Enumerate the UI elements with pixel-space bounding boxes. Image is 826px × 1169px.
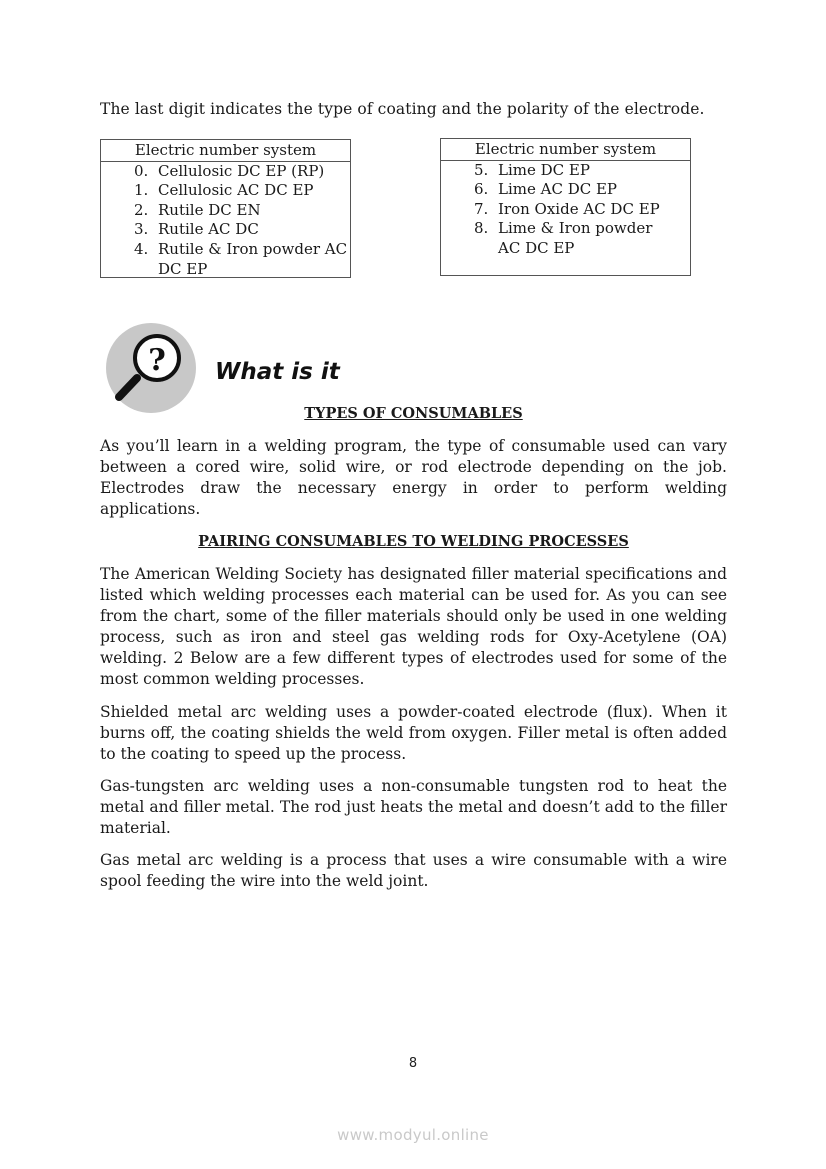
heading-types-of-consumables: TYPES OF CONSUMABLES	[304, 405, 523, 422]
watermark: www.modyul.online	[337, 1126, 489, 1144]
list-item: 0. Cellulosic DC EP (RP)	[134, 161, 325, 180]
list-item: 7. Iron Oxide AC DC EP	[474, 199, 660, 218]
list-item: 4. Rutile & Iron powder AC DC EP	[134, 239, 348, 278]
paragraph: Shielded metal arc welding uses a powder-coated electrode (flux). When it burns off, the coating shields the weld from oxygen. Filler metal is often added to the coating to speed up the process.	[100, 703, 727, 763]
paragraph: Gas metal arc welding is a process that uses a wire consumable with a wire spool feeding the wire into the weld joint.	[100, 851, 727, 890]
page-number: 8	[408, 1056, 418, 1071]
electric-number-table-2	[440, 138, 691, 276]
list-item: 1. Cellulosic AC DC EP	[134, 181, 314, 200]
electric-number-table-1	[100, 139, 351, 278]
magnifier-question-icon	[105, 322, 197, 414]
paragraph: Gas-tungsten arc welding uses a non-consumable tungsten rod to heat the metal and filler metal. The rod just heats the metal and doesn’t add to the filler material.	[100, 777, 727, 837]
list-item: 3. Rutile AC DC	[134, 220, 259, 239]
table-header: Electric number system	[441, 139, 690, 161]
list-item: 2. Rutile DC EN	[134, 200, 261, 219]
svg-text:?: ?	[148, 343, 166, 378]
intro-text: The last digit indicates the type of coating and the polarity of the electrode.	[100, 100, 705, 118]
list-item: 5. Lime DC EP	[474, 160, 590, 179]
list-item: 6. Lime AC DC EP	[474, 180, 618, 199]
paragraph: As you’ll learn in a welding program, the type of consumable used can vary between a cored wire, solid wire, or rod electrode depending on the job. Electrodes draw the necessary energy in order to perform welding applications.	[100, 437, 727, 518]
list-item: 8. Lime & Iron powder AC DC EP	[474, 219, 653, 257]
heading-pairing-consumables: PAIRING CONSUMABLES TO WELDING PROCESSES	[198, 533, 629, 550]
table-header: Electric number system	[101, 140, 350, 162]
paragraph: The American Welding Society has designated filler material specifications and listed which welding processes each material can be used for. As you can see from the chart, some of the filler materials should only be used in one welding process, such as iron and steel gas welding rods for Oxy-Acetylene (OA) welding. 2 Below are a few different types of electrodes used for some of the most common welding processes.	[100, 565, 727, 688]
section-title: What is it	[215, 359, 340, 385]
